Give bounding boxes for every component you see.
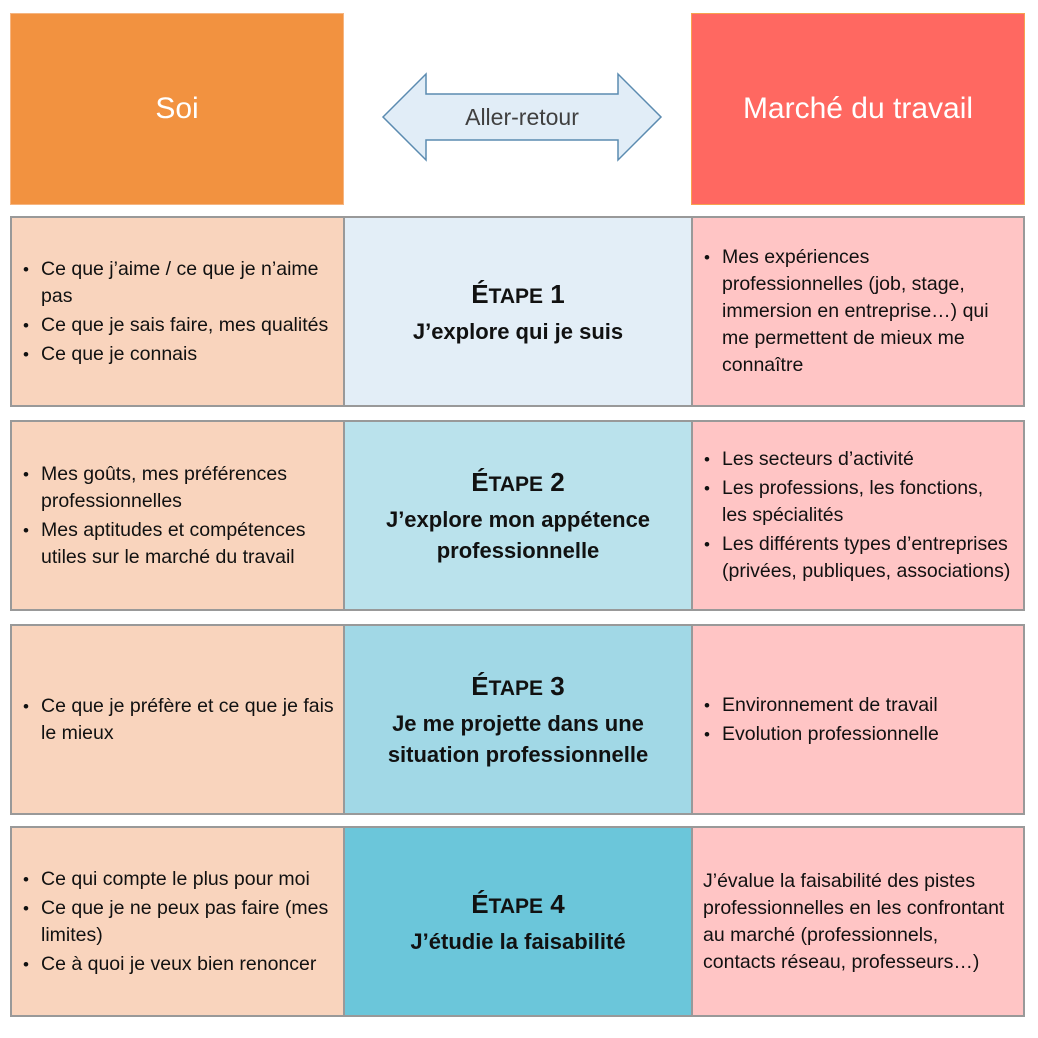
soi-header-box xyxy=(10,13,344,205)
step-4-cell xyxy=(345,828,693,1015)
marche-list-step-3 xyxy=(703,690,939,750)
list-item: • Ce qui compte le plus pour moi xyxy=(22,866,335,893)
step-3-title: ÉTAPE 3 xyxy=(471,671,565,701)
step-row-4 xyxy=(10,826,1025,1017)
marche-list-step-1 xyxy=(703,242,1013,381)
marche-cell-step-3 xyxy=(693,626,1023,813)
list-item: • Evolution professionnelle xyxy=(703,721,939,748)
soi-list-step-1 xyxy=(22,254,335,370)
step-row-2 xyxy=(10,420,1025,611)
step-1-cell xyxy=(345,218,693,405)
soi-cell-step-3 xyxy=(12,626,345,813)
soi-list-step-2 xyxy=(22,459,335,573)
soi-cell-step-4 xyxy=(12,828,345,1015)
marche-du-travail-label: Marché du travail xyxy=(742,92,974,125)
marche-cell-step-4 xyxy=(693,828,1023,1015)
step-3-cell xyxy=(345,626,693,813)
step-3-subtitle: Je me projette dans une situation professionnelle xyxy=(387,711,649,767)
step-2-title: ÉTAPE 2 xyxy=(471,467,565,497)
list-item: • Mes expériences professionnelles (job, stage, immersion en entreprise…) qui me permettent de mieux me connaître xyxy=(703,244,1013,379)
marche-cell-step-2 xyxy=(693,422,1023,609)
list-item: • Ce que je connais xyxy=(22,341,335,368)
step-2-subtitle: J’explore mon appétence professionnelle xyxy=(385,507,651,563)
soi-label: Soi xyxy=(155,92,199,125)
marche-list-step-2 xyxy=(703,444,1013,587)
soi-cell-step-1 xyxy=(12,218,345,405)
list-item: • Les professions, les fonctions, les spécialités xyxy=(703,475,1013,529)
step-4-subtitle: J’étudie la faisabilité xyxy=(410,928,626,954)
list-item: • Ce que j’aime / ce que je n’aime pas xyxy=(22,256,335,310)
list-item: • Les secteurs d’activité xyxy=(703,446,1013,473)
soi-list-step-4 xyxy=(22,864,335,980)
step-row-3 xyxy=(10,624,1025,815)
marche-cell-step-1 xyxy=(693,218,1023,405)
list-item: • Ce que je ne peux pas faire (mes limites) xyxy=(22,895,335,949)
list-item: • Mes aptitudes et compétences utiles sur le marché du travail xyxy=(22,517,335,571)
soi-cell-step-2 xyxy=(12,422,345,609)
marche-du-travail-header-box xyxy=(691,13,1025,205)
step-1-title: ÉTAPE 1 xyxy=(471,278,565,309)
step-2-cell xyxy=(345,422,693,609)
aller-retour-label: Aller-retour xyxy=(465,103,579,130)
list-item: • Ce à quoi je veux bien renoncer xyxy=(22,951,335,978)
step-row-1 xyxy=(10,216,1025,407)
list-item: • Mes goûts, mes préférences professionnelles xyxy=(22,461,335,515)
list-item: • Ce que je préfère et ce que je fais le mieux xyxy=(22,693,335,747)
step-1-subtitle: J’explore qui je suis xyxy=(412,318,624,344)
soi-list-step-3 xyxy=(22,691,335,749)
list-item: • Environnement de travail xyxy=(703,692,939,719)
step-4-title: ÉTAPE 4 xyxy=(471,888,565,919)
list-item: • Les différents types d’entreprises (privées, publiques, associations) xyxy=(703,531,1013,585)
aller-retour-arrow xyxy=(381,72,663,162)
marche-text-step-4: J’évalue la faisabilité des pistes professionnelles en les confrontant au marché (professionnels, contacts réseau, professeurs…) xyxy=(703,869,1005,973)
list-item: • Ce que je sais faire, mes qualités xyxy=(22,312,335,339)
